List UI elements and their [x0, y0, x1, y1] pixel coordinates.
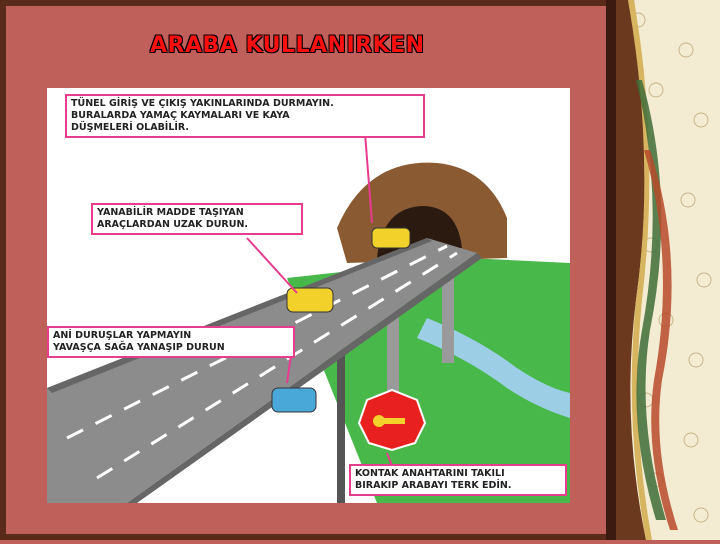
callout-tunnel-warning: [65, 94, 425, 138]
frame-left-border: [0, 0, 6, 540]
floral-pattern-icon: [616, 0, 720, 540]
callout-line: DÜŞMELERİ OLABİLİR.: [71, 122, 190, 133]
callout-sudden-stop-warning: [47, 326, 295, 358]
callout-line: TÜNEL GİRİŞ VE ÇIKIŞ YAKINLARINDA DURMAYIN.: [71, 98, 334, 109]
blue-car: [272, 388, 316, 412]
tunnel-road-scene: [47, 88, 570, 503]
callout-line: BIRAKIP ARABAYI TERK EDİN.: [355, 480, 512, 491]
frame-right-border: [606, 0, 616, 540]
yellow-car: [372, 228, 410, 248]
decorative-side-panel: [616, 0, 720, 540]
callout-line: YANABİLİR MADDE TAŞIYAN: [97, 207, 244, 218]
slide-title: ARABA KULLANIRKEN: [150, 33, 425, 58]
frame-bottom-border: [0, 534, 612, 540]
callout-line: ANİ DURUŞLAR YAPMAYIN: [53, 330, 192, 341]
callout-flammable-warning: [91, 203, 303, 235]
callout-line: ARAÇLARDAN UZAK DURUN.: [97, 219, 249, 230]
callout-line: YAVAŞÇA SAĞA YANAŞIP DURUN: [53, 342, 225, 353]
callout-line: KONTAK ANAHTARINI TAKILI: [355, 468, 505, 479]
callout-line: BURALARDA YAMAÇ KAYMALARI VE KAYA: [71, 110, 290, 121]
tanker-truck: [287, 288, 333, 312]
bridge-pillar: [442, 278, 454, 363]
frame-top-border: [0, 0, 612, 6]
driving-safety-illustration: [47, 88, 570, 503]
callout-key-warning: [349, 464, 567, 496]
